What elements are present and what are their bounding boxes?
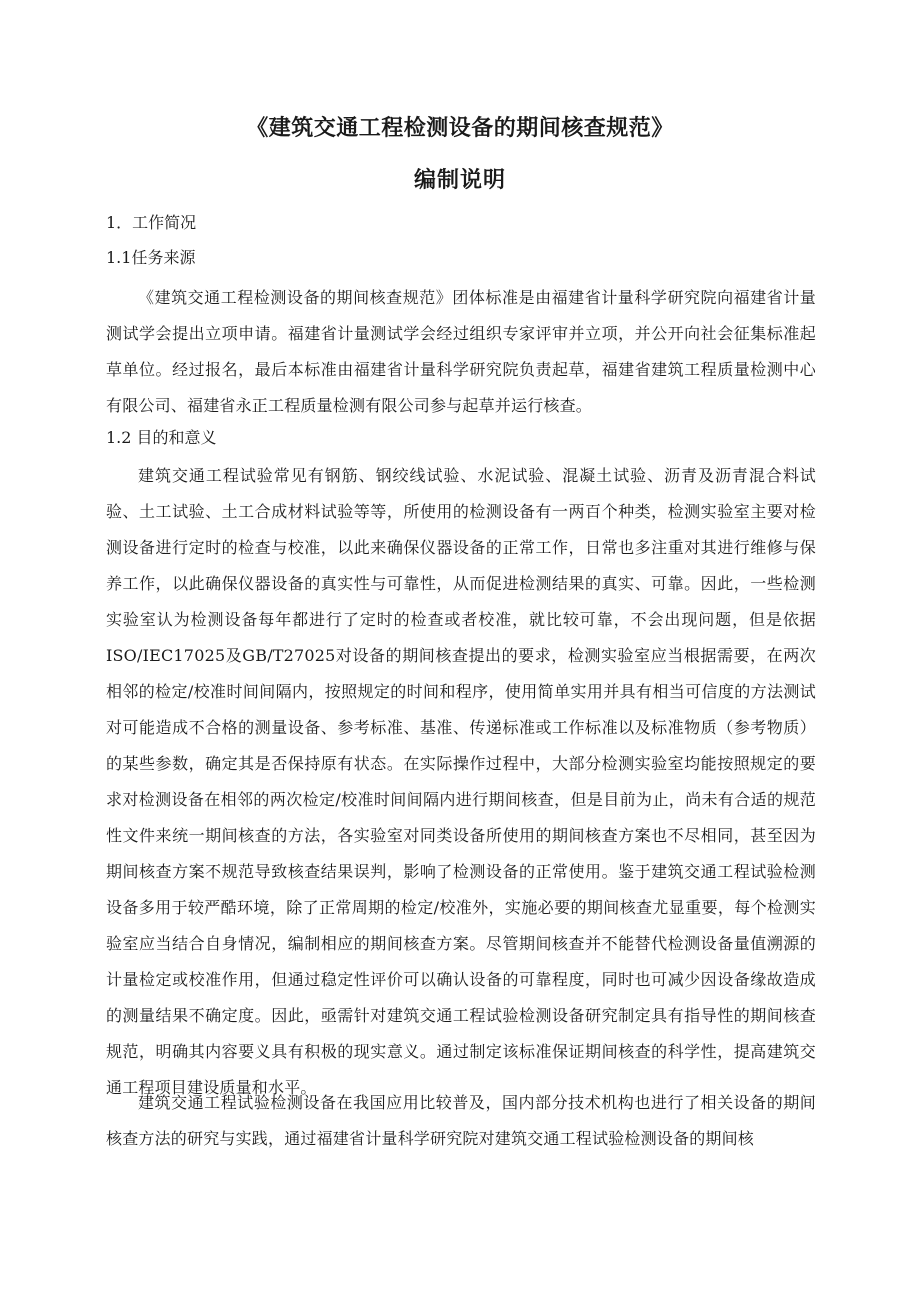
paragraph-task-source: 《建筑交通工程检测设备的期间核查规范》团体标准是由福建省计量科学研究院向福建省计量测试学会提出立项申请。福建省计量测试学会经过组织专家评审并立项，并公开向社会征集标准起草单位。经过报名，最后本标准由福建省计量科学研究院负责起草，福建省建筑工程质量检测中心有限公司、福建省永正工程质量检测有限公司参与起草并运行核查。 bbox=[106, 288, 816, 415]
section-heading-work-overview: 1．工作简况 bbox=[106, 213, 197, 232]
paragraph-purpose: 建筑交通工程试验常见有钢筋、钢绞线试验、水泥试验、混凝土试验、沥青及沥青混合料试验、土工试验、土工合成材料试验等等，所使用的检测设备有一两百个种类，检测实验室主要对检测设备进行定时的检查与校准，以此来确保仪器设备的正常工作，日常也多注重对其进行维修与保养工作，以此确保仪器设备的真实性与可靠性，从而促进检测结果的真实、可靠。因此，一些检测实验室认为检测设备每年都进行了定时的检查或者校准，就比较可靠，不会出现问题，但是依据ISO/IEC17025及GB/T27025对设备的期间核查提出的要求，检测实验室应当根据需要，在两次相邻的检定/校准时间间隔内，按照规定的时间和程序，使用简单实用并具有相当可信度的方法测试对可能造成不合格的测量设备、参考标准、基准、传递标准或工作标准以及标准物质（参考物质）的某些参数，确定其是否保持原有状态。在实际操作过程中，大部分检测实验室均能按照规定的要求对检测设备在相邻的两次检定/校准时间间隔内进行期间核查，但是目前为止，尚未有合适的规范性文件来统一期间核查的方法，各实验室对同类设备所使用的期间核查方案也不尽相同，甚至因为期间核查方案不规范导致核查结果误判，影响了检测设备的正常使用。鉴于建筑交通工程试验检测设备多用于较严酷环境，除了正常周期的检定/校准外，实施必要的期间核查尤显重要，每个检测实验室应当结合自身情况，编制相应的期间核查方案。尽管期间核查并不能替代检测设备量值溯源的计量检定或校准作用，但通过稳定性评价可以确认设备的可靠程度，同时也可减少因设备缘故造成的测量结果不确定度。因此，亟需针对建筑交通工程试验检测设备研究制定具有指导性的期间核查规范，明确其内容要义具有积极的现实意义。通过制定该标准保证期间核查的科学性，提高建筑交通工程项目建设质量和水平。 bbox=[106, 466, 816, 1097]
document-title: 《建筑交通工程检测设备的期间核查规范》 bbox=[246, 116, 674, 141]
section-heading-task-source: 1.1任务来源 bbox=[106, 248, 196, 267]
section-heading-purpose: 1.2 目的和意义 bbox=[106, 428, 217, 447]
paragraph-practice: 建筑交通工程试验检测设备在我国应用比较普及，国内部分技术机构也进行了相关设备的期间核查方法的研究与实践，通过福建省计量科学研究院对建筑交通工程试验检测设备的期间核 bbox=[106, 1093, 816, 1148]
document-subtitle: 编制说明 bbox=[413, 168, 506, 193]
